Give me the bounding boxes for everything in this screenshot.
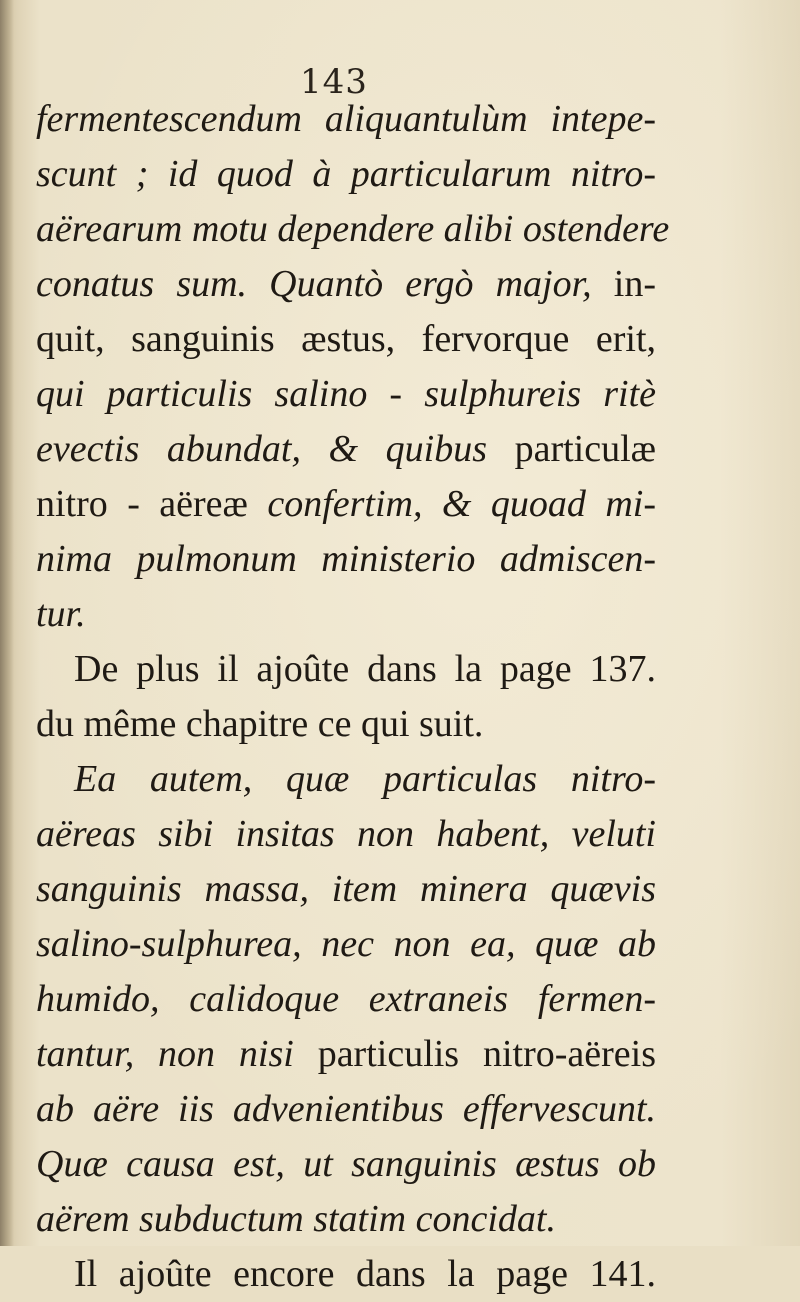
text-line [36, 1027, 656, 1082]
text-line [36, 1192, 656, 1247]
text-line [36, 202, 670, 257]
italic-text-segment: fermentescendum aliquantulùm intepe- [36, 98, 656, 140]
text-line [36, 807, 656, 862]
italic-text-segment: humido, calidoque extraneis fermen- [36, 978, 656, 1020]
text-line [36, 587, 656, 642]
italic-text-segment: Quæ causa est, ut sanguinis æstus ob [36, 1143, 656, 1185]
italic-text-segment: nima pulmonum ministerio admiscen- [36, 538, 656, 580]
italic-text-segment: tur. [36, 593, 86, 635]
italic-text-segment: ab aëre iis advenientibus effervescunt. [36, 1088, 656, 1130]
text-line [36, 917, 656, 972]
roman-text-segment: particulis nitro-aëreis [317, 1033, 656, 1075]
italic-text-segment: salino-sulphurea, nec non ea, quæ ab [36, 923, 656, 965]
italic-text-segment: qui particulis salino - sulphureis ritè [36, 373, 656, 415]
text-line [36, 752, 656, 807]
italic-text-segment: sanguinis massa, item minera quævis [36, 868, 656, 910]
text-line [36, 312, 656, 367]
italic-text-segment: evectis abundat, & quibus [36, 428, 515, 470]
text-line [36, 367, 656, 422]
roman-text-segment: nitro - aëreæ [36, 483, 268, 525]
roman-text-segment: Il ajoûte encore dans la page 141. [74, 1253, 656, 1295]
text-line [36, 477, 656, 532]
roman-text-segment: du même chapitre ce qui suit. [36, 703, 484, 745]
roman-text-segment: in- [613, 263, 656, 305]
text-line [36, 422, 656, 477]
italic-text-segment: aëreas sibi insitas non habent, veluti [36, 813, 656, 855]
roman-text-segment: De plus il ajoûte dans la page 137. [74, 648, 656, 690]
text-line [36, 92, 656, 147]
roman-text-segment: particulæ [514, 428, 656, 470]
text-line [36, 147, 656, 202]
text-line [36, 862, 656, 917]
italic-text-segment: conatus sum. Quantò ergò major, [36, 263, 614, 305]
text-line [36, 1082, 656, 1137]
text-line [36, 1247, 656, 1302]
page-number: 143 [300, 62, 368, 102]
text-line [36, 697, 656, 752]
text-line [36, 1137, 656, 1192]
italic-text-segment: aërearum motu dependere alibi ostendere [36, 208, 670, 250]
italic-text-segment: confertim, & quoad mi- [267, 483, 656, 525]
text-line [36, 972, 656, 1027]
italic-text-segment: aërem subductum statim concidat. [36, 1198, 556, 1240]
text-line [36, 257, 656, 312]
text-line [36, 532, 656, 587]
binding-gutter [0, 0, 14, 1246]
italic-text-segment: Ea autem, quæ particulas nitro- [74, 758, 656, 800]
italic-text-segment: tantur, non nisi [36, 1033, 318, 1075]
italic-text-segment: scunt ; id quod à particularum nitro- [36, 153, 656, 195]
text-block [36, 92, 670, 1302]
text-line [36, 642, 656, 697]
roman-text-segment: quit, sanguinis æstus, fervorque erit, [36, 318, 656, 360]
